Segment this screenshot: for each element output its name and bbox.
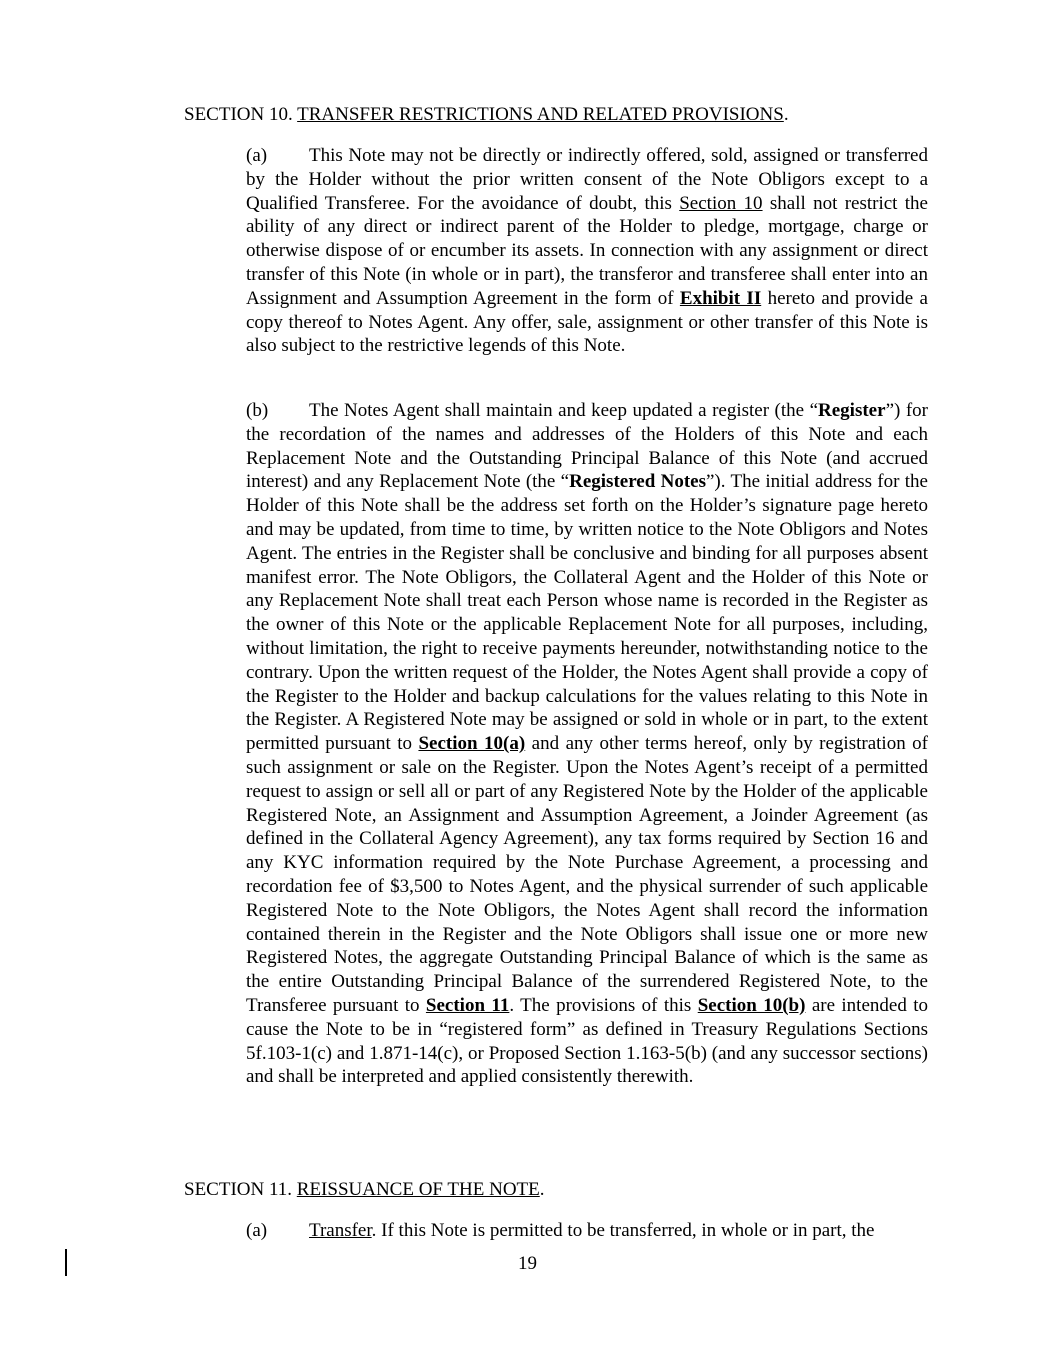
section-11a-paragraph: (a) Transfer. If this Note is permitted to be transferred, in whole or in part, the <box>246 1220 875 1241</box>
section-10b-paragraph: (b) The Notes Agent shall maintain and keep updated a register (the “Register”) for the recordation of the names and addresses of the Holders of this Note and each Replacement Note and the Outstanding Principal Balance of this Note (and accrued interest) and any Replacement Note (the “Registered Notes”). The initial address for the Holder of this Note shall be the address set forth on the Holder’s signature page hereto and may be updated, from time to time, by written notice to the Note Obligors and Notes Agent. The entries in the Register shall be conclusive and binding for all purposes absent manifest error. The Note Obligors, the Collateral Agent and the Holder of this Note or any Replacement Note shall treat each Person whose name is recorded in the Register as the owner of this Note or the applicable Replacement Note for all purposes, including, without limitation, the right to receive payments hereunder, notwithstanding notice to the contrary. Upon the written request of the Holder, the Notes Agent shall provide a copy of the Register to the Holder and backup calculations for the values relating to this Note in the Register. A Registered Note may be assigned or sold in whole or in part, to the extent permitted pursuant to Section 10(a) and any other terms hereof, only by registration of such assignment or sale on the Register. Upon the Notes Agent’s receipt of a permitted request to assign or sell all or part of any Registered Note by the Holder of the applicable Registered Note, an Assignment and Assumption Agreement, a Joinder Agreement (as defined in the Collateral Agency Agreement), any tax forms required by Section 16 and any KYC information required by the Note Purchase Agreement, a processing and recordation fee of $3,500 to Notes Agent, and the physical surrender of such applicable Registered Note to the Note Obligors, the Notes Agent shall record the information contained therein in the Register and the Note Obligors shall issue one or more new Registered Notes, the aggregate Outstanding Principal Balance of which is the same as the entire Outstanding Principal Balance of the surrendered Registered Note, to the Transferee pursuant to Section 11. The provisions of this Section 10(b) are intended to cause the Note to be in “registered form” as defined in Treasury Regulations Sections 5f.103-1(c) and 1.871-14(c), or Proposed Section 1.163-5(b) (and any successor sections) and shall be interpreted and applied consistently therewith. <box>246 400 928 1088</box>
clause-label: (a) <box>246 1220 268 1241</box>
page-number: 19 <box>518 1253 537 1274</box>
section-11-number: SECTION 11. <box>184 1179 297 1200</box>
section-10-title: TRANSFER RESTRICTIONS AND RELATED PROVISIONS <box>297 104 784 125</box>
clause-label: (b) <box>246 400 269 421</box>
exhibit-reference: Exhibit II <box>679 287 762 309</box>
defined-term: Registered Notes <box>569 471 706 493</box>
clause-label: (a) <box>246 145 268 166</box>
section-10a-paragraph: (a) This Note may not be directly or indirectly offered, sold, assigned or transferred by the Holder without the prior written consent of the Note Obligors except to a Qualified Transferee. For the avoidance of doubt, this Section 10 shall not restrict the ability of any direct or indirect parent of the Holder to pledge, mortgage, charge or otherwise dispose of or encumber its assets. In connection with any assignment or direct transfer of this Note (in whole or in part), the transferor and transferee shall enter into an Assignment and Assumption Agreement in the form of Exhibit II hereto and provide a copy thereof to Notes Agent. Any offer, sale, assignment or other transfer of this Note is also subject to the restrictive legends of this Note. <box>246 145 928 357</box>
section-reference: Section 10 <box>679 192 763 214</box>
section-10-number: SECTION 10. <box>184 104 298 125</box>
section-11-heading: SECTION 11. REISSUANCE OF THE NOTE. <box>184 1179 545 1200</box>
section-reference: Section 11 <box>425 994 510 1016</box>
defined-term: Register <box>818 400 886 421</box>
section-11-title: REISSUANCE OF THE NOTE <box>296 1179 540 1200</box>
section-reference: Section 10(a) <box>418 733 526 755</box>
clause-title: Transfer <box>309 1220 372 1241</box>
section-10-heading: SECTION 10. TRANSFER RESTRICTIONS AND RELATED PROVISIONS. <box>184 104 789 125</box>
section-reference: Section 10(b) <box>697 994 806 1016</box>
